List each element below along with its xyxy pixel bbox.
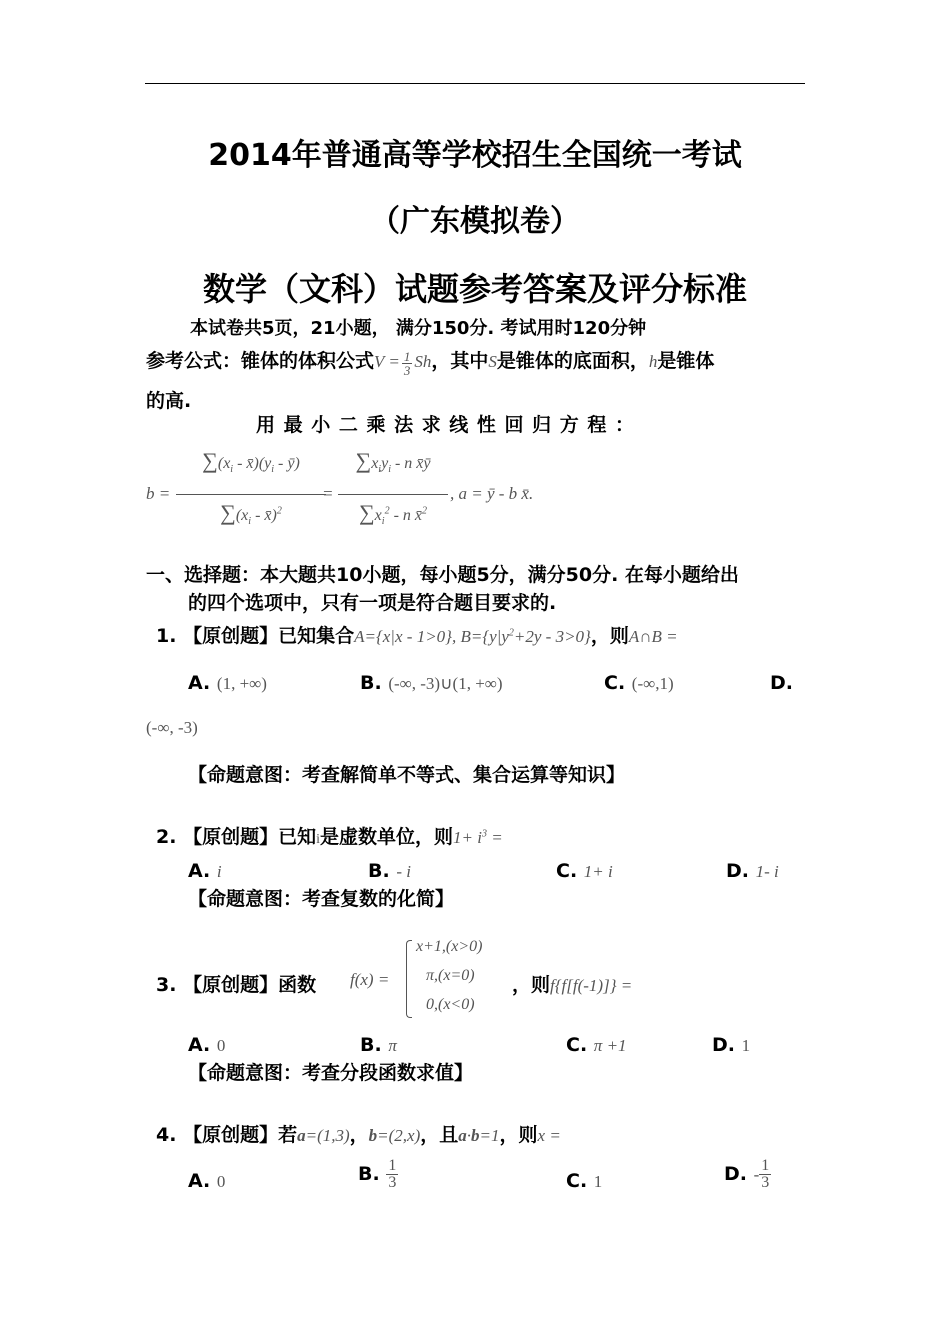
- formula-note-line1: [146, 346, 714, 377]
- question-1: 1. 【原创题】已知集合A={x|x - 1>0}, $B=\{y|y^2+2y - 3>0\}$，则A∩B =: [156, 625, 678, 647]
- q2-option-a[interactable]: A. i: [188, 860, 222, 882]
- question-4: 4. 【原创题】若a=(1,3)，b=(2,x)，且a·b=1，则x =: [156, 1124, 561, 1146]
- q2-number: 2.: [156, 826, 177, 848]
- q3-piecewise: f(x) = x+1,(x>0) π,(x=0) 0,(x<0): [350, 936, 520, 1022]
- top-rule: [145, 83, 805, 84]
- q2-intent: 【命题意图：考查复数的化简】: [188, 888, 455, 910]
- q1-tag: 【原创题】: [183, 625, 279, 647]
- var-S: S: [488, 352, 497, 371]
- title-line-1: 2014年普通高等学校招生全国统一考试: [208, 138, 742, 173]
- q4-option-a[interactable]: A. 0: [188, 1170, 226, 1192]
- q1-tail: ，则: [590, 625, 629, 647]
- formula-note-mid1: ，其中: [431, 350, 489, 372]
- section1-heading-line2: 的四个选项中，只有一项是符合题目要求的.: [188, 592, 557, 614]
- q1-sets: A={x|x - 1>0}, $B=\{y|y^2+2y - 3>0\}$: [354, 627, 591, 646]
- q3-option-a[interactable]: A. 0: [188, 1034, 226, 1056]
- q3-option-b[interactable]: B. π: [360, 1034, 397, 1056]
- question-3: [156, 970, 316, 997]
- q3-tag: 【原创题】: [183, 974, 279, 996]
- section1-heading-line1: 一、选择题：本大题共10小题，每小题5分，满分50分. 在每小题给出: [146, 564, 739, 586]
- var-h: h: [648, 352, 658, 371]
- q4-stem: 若: [278, 1124, 298, 1146]
- title-line-2: （广东模拟卷）: [370, 204, 580, 239]
- q2-option-c[interactable]: C. 1+ i: [556, 860, 613, 882]
- q4-option-c[interactable]: C. 1: [566, 1170, 603, 1192]
- q1-option-d-value: (-∞, -3): [146, 718, 198, 737]
- q2-tag: 【原创题】: [183, 826, 279, 848]
- q3-option-c[interactable]: C. π +1: [566, 1034, 627, 1056]
- question-2: 2. 【原创题】已知i是虚数单位，则$1+ i^3$ =: [156, 826, 503, 848]
- q3-intent: 【命题意图：考查分段函数求值】: [188, 1062, 474, 1084]
- q4-option-d[interactable]: D. - $\frac{1}{3}$: [724, 1157, 770, 1191]
- q4-number: 4.: [156, 1124, 177, 1146]
- q3-stem: 函数: [278, 974, 317, 996]
- q3-option-d[interactable]: D. 1: [712, 1034, 751, 1056]
- q2-option-d[interactable]: D. 1- i: [726, 860, 779, 882]
- q3-tail: ，则f{f[f(-1)]} =: [512, 974, 633, 996]
- formula-note-line2: 的高.: [146, 390, 192, 412]
- q1-option-b[interactable]: B. (-∞, -3)∪(1, +∞): [360, 672, 503, 694]
- q2-option-b[interactable]: B. - i: [368, 860, 411, 882]
- q1-option-d-label[interactable]: D.: [770, 672, 793, 694]
- formula-note-mid2: 是锥体的底面积，: [496, 350, 649, 372]
- q2-stem: 已知: [278, 826, 317, 848]
- formula-note-prefix: 参考公式：锥体的体积公式: [146, 350, 375, 372]
- q1-intent: 【命题意图：考查解简单不等式、集合运算等知识】: [188, 764, 626, 786]
- q1-option-c[interactable]: C. (-∞,1): [604, 672, 674, 694]
- formula-note-mid3: 是锥体: [657, 350, 715, 372]
- cone-volume-formula: V = $\frac{1}{3}$ Sh: [374, 348, 432, 378]
- regression-intro: 用 最 小 二 乘 法 求 线 性 回 归 方 程 ：: [256, 414, 635, 436]
- q1-option-a[interactable]: A. (1, +∞): [188, 672, 267, 694]
- q1-stem: 已知集合: [278, 625, 355, 647]
- q2-stem2: 是虚数单位，则: [320, 826, 454, 848]
- exam-info: 本试卷共5页，21小题， 满分150分. 考试用时120分钟: [190, 318, 647, 339]
- q4-option-b[interactable]: B. $\frac{1}{3}$: [358, 1157, 397, 1191]
- q1-number: 1.: [156, 625, 177, 647]
- q4-tag: 【原创题】: [183, 1124, 279, 1146]
- regression-formula: b = $\sum(x_i$ - $x̄)(y_i$ - ȳ) $\sum(x_i$ - x̄)$^2$ = $\sum x_iy_i$ - n x̄ȳ $\sum x_i^2$ - n x̄$^2$ , a = ȳ - b x̄.: [146, 448, 534, 528]
- title-line-3: 数学（文科）试题参考答案及评分标准: [202, 270, 747, 308]
- q3-number: 3.: [156, 974, 177, 996]
